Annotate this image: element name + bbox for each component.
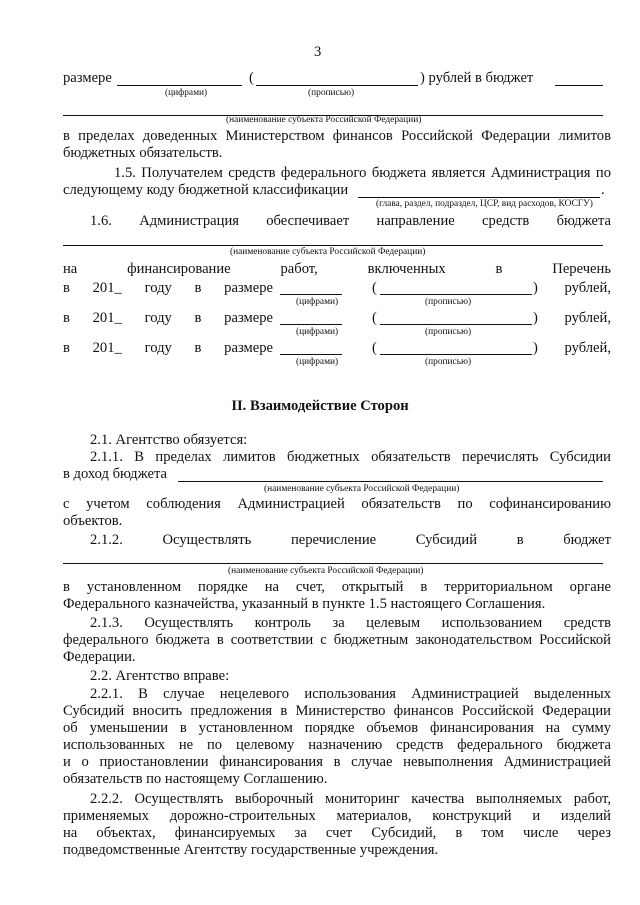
p15-line1: 1.5. Получателем средств федерального бюджета является Администрация по xyxy=(114,165,611,181)
s211b-line1: с учетом соблюдения Администрацией обязательств по софинансированию xyxy=(63,496,611,512)
caption-words: (прописью) xyxy=(308,88,355,98)
caption-subject-name-4: (наименование субъекта Российской Федерации) xyxy=(228,566,424,576)
s221-line1: 2.2.1. В случае нецелевого использования Администрацией выделенных xyxy=(90,686,611,702)
s221-line4: использованных не по целевому назначению средств федерального бюджета xyxy=(63,737,611,753)
year-row-2-digits-blank[interactable] xyxy=(280,324,342,325)
amount-words-blank[interactable] xyxy=(256,85,418,86)
caption-budget-code: (глава, раздел, подраздел, ЦСР, вид расходов, КОСГУ) xyxy=(376,199,593,209)
year-row-3-open: ( xyxy=(372,340,377,356)
caption-subject-name-3: (наименование субъекта Российской Федерации) xyxy=(264,484,460,494)
paren-open: ( xyxy=(249,70,254,86)
s213-line3: Федерации. xyxy=(63,649,136,665)
year-row-1-digits-blank[interactable] xyxy=(280,294,342,295)
year-row-2-open: ( xyxy=(372,310,377,326)
subject-name-blank-3[interactable] xyxy=(178,481,603,482)
year-row-3-words-blank[interactable] xyxy=(380,354,532,355)
subject-name-blank-4[interactable] xyxy=(63,563,603,564)
year-row-1-open: ( xyxy=(372,280,377,296)
s221-line3: об уменьшении в установленном порядке объемов финансирования на сумму xyxy=(63,720,611,736)
year-row-1-close: ) рублей, xyxy=(533,280,611,296)
s211-line1: 2.1.1. В пределах лимитов бюджетных обязательств перечислять Субсидии xyxy=(90,449,611,465)
s22: 2.2. Агентство вправе: xyxy=(90,668,230,684)
subject-name-blank-2[interactable] xyxy=(63,245,603,246)
p15-dot: . xyxy=(601,182,605,198)
s221-line2: Субсидий вносить предложения в Министерство финансов Российской Федерации xyxy=(63,703,611,719)
year-row-1-caption-words: (прописью) xyxy=(425,297,472,307)
section-title: II. Взаимодействие Сторон xyxy=(231,398,409,414)
s221-line6: обязательств по настоящему Соглашению. xyxy=(63,771,328,787)
caption-subject-name-2: (наименование субъекта Российской Федерации) xyxy=(230,247,426,257)
s212b-line2: Федерального казначейства, указанный в пункте 1.5 настоящего Соглашения. xyxy=(63,596,546,612)
s222-line1: 2.2.2. Осуществлять выборочный мониторинг качества выполняемых работ, xyxy=(90,791,611,807)
p16-line1: 1.6. Администрация обеспечивает направление средств бюджета xyxy=(90,213,611,229)
s21: 2.1. Агентство обязуется: xyxy=(90,432,248,448)
s212b-line1: в установленном порядке на счет, открытый в территориальном органе xyxy=(63,579,611,595)
rubles-to-budget: ) рублей в бюджет xyxy=(420,70,534,86)
year-row-2-caption-digits: (цифрами) xyxy=(296,327,339,337)
year-row-2-label: в 201_ году в размере xyxy=(63,310,273,326)
year-row-1-label: в 201_ году в размере xyxy=(63,280,273,296)
s212: 2.1.2. Осуществлять перечисление Субсидий в бюджет xyxy=(90,532,611,548)
p1-line2: бюджетных обязательств. xyxy=(63,145,223,161)
year-row-3-close: ) рублей, xyxy=(533,340,611,356)
caption-subject-name: (наименование субъекта Российской Федерации) xyxy=(226,115,422,125)
year-row-2-caption-words: (прописью) xyxy=(425,327,472,337)
budget-blank[interactable] xyxy=(555,85,603,86)
year-row-3-caption-words: (прописью) xyxy=(425,357,472,367)
year-row-2-words-blank[interactable] xyxy=(380,324,532,325)
budget-code-blank[interactable] xyxy=(358,197,600,198)
s222-line3: на объектах, финансируемых за счет Субсидий, в том числе через xyxy=(63,825,611,841)
p1-line1: в пределах доведенных Министерством финансов Российской Федерации лимитов xyxy=(63,128,611,144)
page-number: 3 xyxy=(314,44,322,60)
year-row-1-caption-digits: (цифрами) xyxy=(296,297,339,307)
s211-line2: в доход бюджета xyxy=(63,466,168,482)
year-row-3-caption-digits: (цифрами) xyxy=(296,357,339,367)
year-row-1-words-blank[interactable] xyxy=(380,294,532,295)
year-row-2-close: ) рублей, xyxy=(533,310,611,326)
s211b-line2: объектов. xyxy=(63,513,123,529)
p15-line2: следующему коду бюджетной классификации xyxy=(63,182,349,198)
s213-line1: 2.1.3. Осуществлять контроль за целевым использованием средств xyxy=(90,615,611,631)
amount-label: размере xyxy=(63,70,112,86)
p16-line2: на финансирование работ, включенных в Перечень xyxy=(63,261,611,277)
s222-line4: подведомственные Агентству государственные учреждения. xyxy=(63,842,439,858)
s213-line2: федерального бюджета в соответствии с бюджетным законодательством Российской xyxy=(63,632,611,648)
year-row-3-label: в 201_ году в размере xyxy=(63,340,273,356)
s222-line2: применяемых дорожно-строительных материалов, конструкций и изделий xyxy=(63,808,611,824)
amount-digits-blank[interactable] xyxy=(117,85,242,86)
s221-line5: и о приостановлении финансирования в случае невыполнения Администрацией xyxy=(63,754,611,770)
caption-digits: (цифрами) xyxy=(165,88,208,98)
year-row-3-digits-blank[interactable] xyxy=(280,354,342,355)
